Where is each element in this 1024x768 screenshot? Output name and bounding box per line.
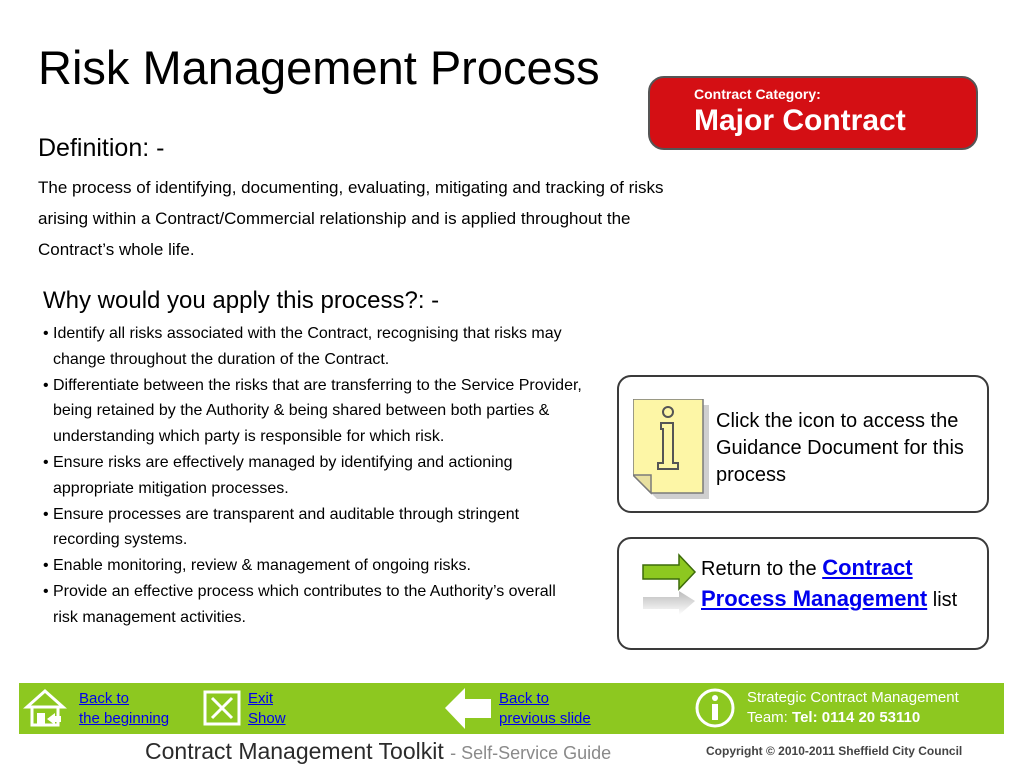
- home-icon[interactable]: [23, 687, 67, 729]
- contact-info: [747, 688, 959, 728]
- list-item: • Differentiate between the risks that are transferring to the Service Provider, being retained by the Authority & being shared between both parties & understanding which party is responsible for which risk.: [43, 373, 583, 450]
- return-suffix: list: [932, 589, 958, 611]
- definition-line: The process of identifying, documenting, evaluating, mitigating and tracking of risks: [38, 178, 664, 197]
- guidance-text: Click the icon to access the Guidance Document for this process: [716, 410, 964, 486]
- list-item: • Identify all risks associated with the Contract, recognising that risks may change throughout the duration of the Contract.: [43, 321, 583, 373]
- definition-text: [38, 172, 788, 265]
- back-to-previous-slide-link[interactable]: [499, 689, 591, 729]
- back-to-previous-line1[interactable]: Back to: [499, 690, 550, 707]
- exit-show-line2[interactable]: Show: [248, 710, 286, 727]
- back-arrow-icon[interactable]: [443, 686, 493, 731]
- guidance-box: [617, 375, 989, 513]
- toolkit-subtitle: - Self-Service Guide: [450, 743, 612, 763]
- return-text: [701, 553, 981, 615]
- back-to-beginning-line2[interactable]: the beginning: [79, 710, 170, 727]
- back-to-previous-line2[interactable]: previous slide: [499, 710, 591, 727]
- toolkit-title: [145, 738, 611, 765]
- copyright-text: Copyright © 2010-2011 Sheffield City Council: [706, 744, 963, 758]
- page-title: Risk Management Process: [38, 41, 600, 94]
- contact-telephone: Tel: 0114 20 53110: [792, 709, 921, 726]
- contact-team: Strategic Contract Management: [747, 689, 959, 706]
- list-item: • Ensure risks are effectively managed by identifying and actioning appropriate mitigation processes.: [43, 450, 583, 502]
- exit-icon[interactable]: [203, 690, 241, 726]
- back-to-beginning-link[interactable]: [79, 689, 169, 729]
- contract-category-badge: [648, 76, 978, 150]
- return-prefix: Return to the: [701, 558, 817, 580]
- list-item: • Provide an effective process which contributes to the Authority’s overall risk management activities.: [43, 579, 583, 631]
- green-arrow-right-icon[interactable]: [641, 553, 697, 623]
- definition-line: arising within a Contract/Commercial relationship and is applied throughout the: [38, 209, 631, 228]
- contract-category-value: Major Contract: [694, 104, 906, 137]
- return-box: [617, 537, 989, 650]
- contract-process-management-link[interactable]: Contract Process Management: [701, 555, 928, 611]
- exit-show-line1[interactable]: Exit: [248, 690, 274, 707]
- definition-heading: Definition: -: [38, 134, 165, 162]
- why-list: [43, 321, 583, 631]
- exit-show-link[interactable]: [248, 689, 286, 729]
- contact-phone-line: [747, 708, 959, 728]
- contact-team-label: Team:: [747, 709, 788, 726]
- contract-category-label: Contract Category:: [694, 86, 821, 102]
- list-item: • Enable monitoring, review & management of ongoing risks.: [43, 553, 583, 579]
- info-icon: [695, 688, 735, 728]
- toolkit-name: Contract Management Toolkit: [145, 738, 444, 764]
- definition-line: Contract’s whole life.: [38, 240, 195, 259]
- why-heading: Why would you apply this process?: -: [43, 287, 440, 314]
- info-document-icon[interactable]: [633, 399, 709, 499]
- back-to-beginning-line1[interactable]: Back to: [79, 690, 130, 707]
- list-item: • Ensure processes are transparent and auditable through stringent recording systems.: [43, 502, 583, 554]
- footer-nav-bar: [19, 683, 1004, 734]
